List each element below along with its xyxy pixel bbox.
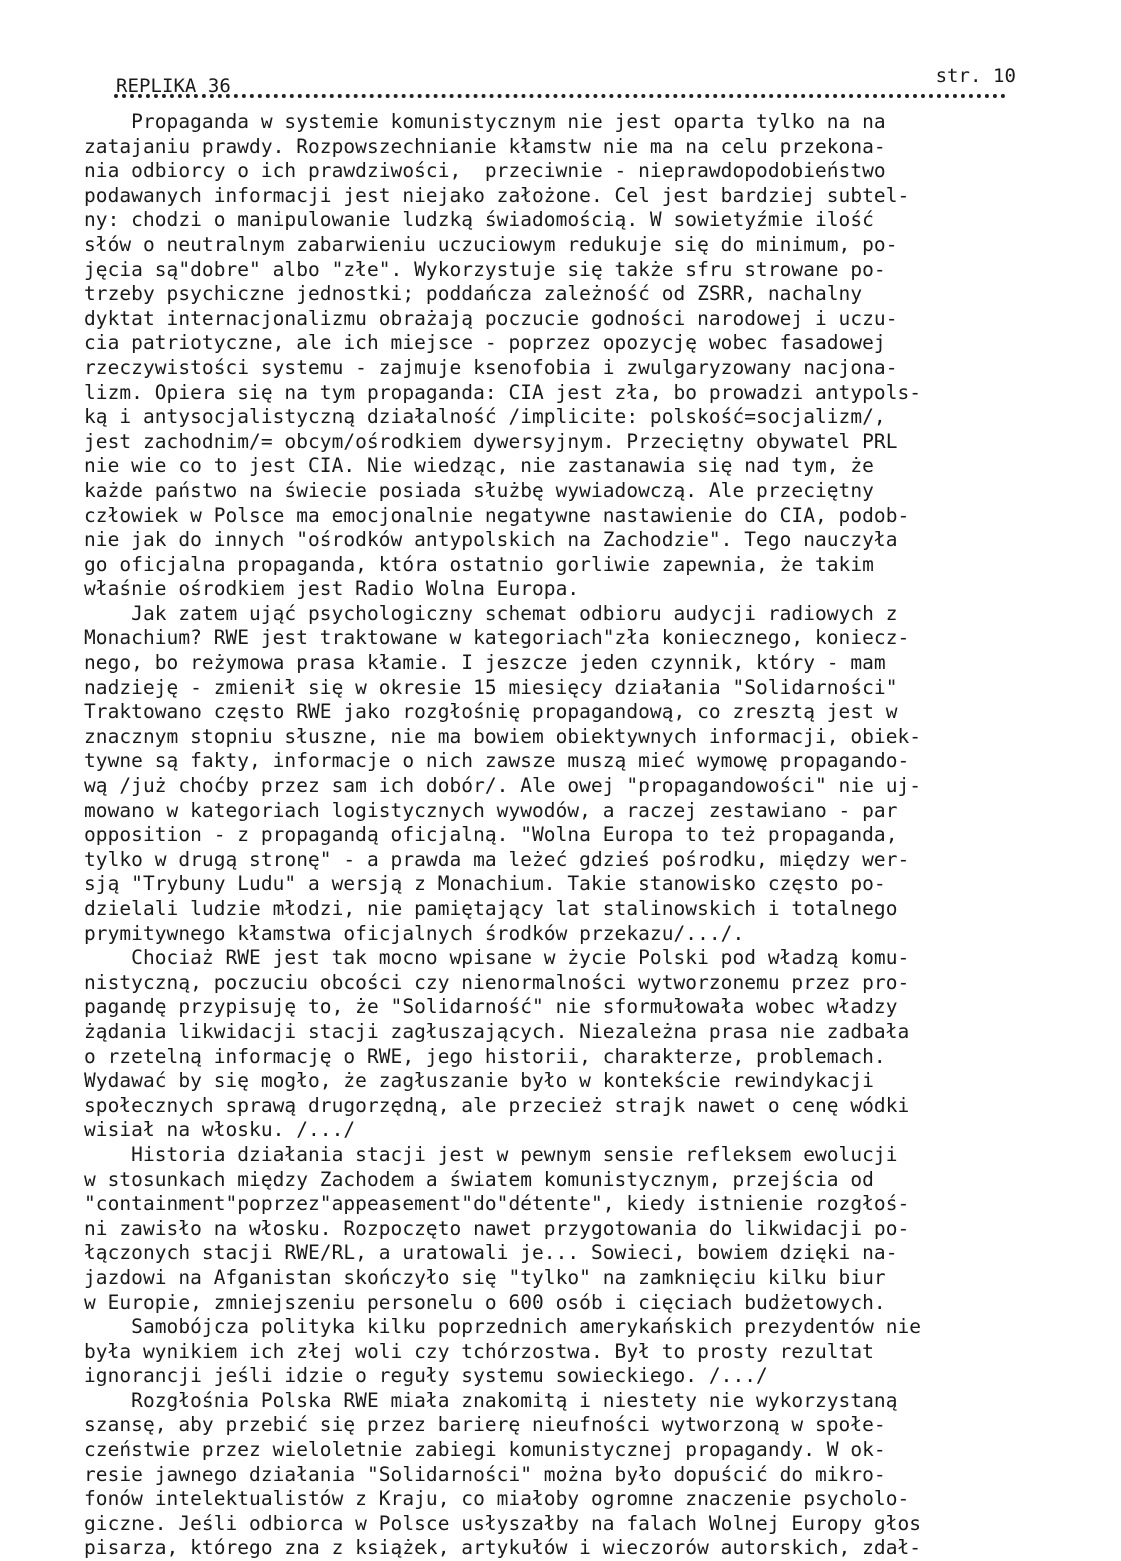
text-line: ką i antysocjalistyczną działalność /implicite: polskość=socjalizm/, bbox=[84, 405, 886, 429]
text-line: o rzetelną informację o RWE, jego historii, charakterze, problemach. bbox=[84, 1044, 886, 1068]
text-line: Monachium? RWE jest traktowane w kategoriach"zła koniecznego, koniecz- bbox=[84, 626, 910, 650]
text-line: nia odbiorcy o ich prawdziwości, przeciwnie - nieprawdopodobieństwo bbox=[84, 159, 886, 183]
journal-title: REPLIKA 36 bbox=[116, 75, 231, 97]
text-line: pisarza, którego zna z książek, artykułów i wieczorów autorskich, zdał- bbox=[84, 1536, 922, 1560]
text-line: wisiał na włosku. /.../ bbox=[84, 1118, 356, 1142]
text-line: człowiek w Polsce ma emocjonalnie negatywne nastawienie do CIA, podob- bbox=[84, 503, 910, 527]
text-line: Traktowano często RWE jako rozgłośnię propagandową, co zresztą jest w bbox=[84, 700, 898, 724]
text-line: słów o neutralnym zabarwieniu uczuciowym redukuje się do minimum, po- bbox=[84, 232, 898, 256]
text-line: dzielali ludzie młodzi, nie pamiętający lat stalinowskich i totalnego bbox=[84, 897, 898, 920]
text-line: w stosunkach między Zachodem a światem komunistycznym, przejścia od bbox=[84, 1167, 874, 1191]
text-line: Jak zatem ująć psychologiczny schemat odbioru audycji radiowych z bbox=[84, 601, 898, 625]
text-line: resie jawnego działania "Solidarności" można było dopuścić do mikro- bbox=[84, 1462, 886, 1486]
text-line: ny: chodzi o manipulowanie ludzką świadomością. W sowietyźmie ilość bbox=[84, 208, 874, 232]
text-line: mowano w kategoriach logistycznych wywodów, a raczej zestawiano - par bbox=[84, 798, 898, 822]
text-line: cia patriotyczne, ale ich miejsce - poprzez opozycję wobec fasadowej bbox=[84, 331, 886, 355]
text-line: Chociaż RWE jest tak mocno wpisane w życie Polski pod władzą komu- bbox=[84, 946, 910, 970]
text-line: Historia działania stacji jest w pewnym sensie refleksem ewolucji bbox=[84, 1142, 898, 1166]
text-line: lizm. Opiera się na tym propaganda: CIA jest zła, bo prowadzi antypols- bbox=[84, 380, 922, 404]
text-line: była wynikiem ich złej woli czy tchórzostwa. Był to prosty rezultat bbox=[84, 1339, 874, 1363]
page-header bbox=[116, 65, 1016, 97]
text-line: znacznym stopniu słuszne, nie ma bowiem obiektywnych informacji, obiek- bbox=[84, 724, 922, 748]
text-line: sją "Trybuny Ludu" a wersją z Monachium. Takie stanowisko często po- bbox=[84, 872, 886, 896]
article-body bbox=[84, 110, 1054, 1561]
text-line: Rozgłośnia Polska RWE miała znakomitą i niestety nie wykorzystaną bbox=[84, 1388, 898, 1412]
text-line: tylko w drugą stronę" - a prawda ma leżeć gdzieś pośrodku, między wer- bbox=[84, 847, 910, 871]
text-line: go oficjalna propaganda, która ostatnio gorliwie zapewnia, że takim bbox=[84, 552, 874, 576]
text-line: jazdowi na Afganistan skończyło się "tylko" na zamknięciu kilku biur bbox=[84, 1265, 886, 1289]
text-line: rzeczywistości systemu - zajmuje ksenofobia i zwulgaryzowany nacjona- bbox=[84, 355, 898, 379]
text-line: właśnie ośrodkiem jest Radio Wolna Europa. bbox=[84, 577, 580, 601]
text-line: jest zachodnim/= obcym/ośrodkiem dywersyjnym. Przeciętny obywatel PRL bbox=[84, 429, 898, 453]
text-line: giczne. Jeśli odbiorca w Polsce usłyszałby na falach Wolnej Europy głos bbox=[84, 1511, 922, 1535]
text-line: nie wie co to jest CIA. Nie wiedząc, nie zastanawia się nad tym, że bbox=[84, 454, 874, 478]
text-line: czeństwie przez wieloletnie zabiegi komunistycznej propagandy. W ok- bbox=[84, 1438, 886, 1462]
page-number: str. 10 bbox=[935, 65, 1016, 87]
text-line: społecznych sprawą drugorzędną, ale przecież strajk nawet o cenę wódki bbox=[84, 1093, 910, 1117]
text-line: Wydawać by się mogło, że zagłuszanie było w kontekście rewindykacji bbox=[84, 1069, 874, 1093]
text-line: nego, bo reżymowa prasa kłamie. I jeszcze jeden czynnik, który - mam bbox=[84, 651, 886, 675]
text-line: nie jak do innych "ośrodków antypolskich na Zachodzie". Tego nauczyła bbox=[84, 528, 898, 552]
text-line: zatajaniu prawdy. Rozpowszechnianie kłamstw nie ma na celu przekona- bbox=[84, 134, 886, 158]
text-line: tywne są fakty, informacje o nich zawsze muszą mieć wymowę propagando- bbox=[84, 749, 910, 773]
text-line: "containment"poprzez"appeasement"do"détente", kiedy istnienie rozgłoś- bbox=[84, 1192, 910, 1216]
text-line: ni zawisło na włosku. Rozpoczęto nawet przygotowania do likwidacji po- bbox=[84, 1216, 910, 1240]
text-line: pagandę przypisuję to, że "Solidarność" nie sformułowała wobec władzy bbox=[84, 995, 898, 1019]
text-line: dyktat internacjonalizmu obrażają poczucie godności narodowej i uczu- bbox=[84, 306, 898, 330]
text-line: w Europie, zmniejszeniu personelu o 600 osób i cięciach budżetowych. bbox=[84, 1290, 886, 1314]
dotted-rule bbox=[114, 94, 1006, 98]
text-line: szansę, aby przebić się przez barierę nieufności wytworzoną w społe- bbox=[84, 1413, 886, 1437]
text-line: łączonych stacji RWE/RL, a uratowali je... Sowieci, bowiem dzięki na- bbox=[84, 1241, 898, 1265]
text-line: prymitywnego kłamstwa oficjalnych środków przekazu/.../. bbox=[84, 921, 745, 945]
text-line: nistyczną, poczuciu obcości czy nienormalności wytworzonemu przez pro- bbox=[84, 970, 910, 994]
text-line: fonów intelektualistów z Kraju, co miałoby ogromne znaczenie psycholo- bbox=[84, 1487, 910, 1511]
text-line: Propaganda w systemie komunistycznym nie jest oparta tylko na na bbox=[84, 110, 886, 133]
text-line: trzeby psychiczne jednostki; poddańcza zależność od ZSRR, nachalny bbox=[84, 282, 863, 306]
text-line: opposition - z propagandą oficjalną. "Wolna Europa to też propaganda, bbox=[84, 823, 898, 847]
text-line: wą /już choćby przez sam ich dobór/. Ale owej "propagandowości" nie uj- bbox=[84, 774, 922, 798]
text-line: żądania likwidacji stacji zagłuszających. Niezależna prasa nie zadbała bbox=[84, 1019, 910, 1043]
text-line: jęcia są"dobre" albo "złe". Wykorzystuje się także sfru strowane po- bbox=[84, 257, 886, 281]
text-line: ignorancji jeśli idzie o reguły systemu sowieckiego. /.../ bbox=[84, 1364, 768, 1388]
text-line: Samobójcza polityka kilku poprzednich amerykańskich prezydentów nie bbox=[84, 1315, 922, 1339]
text-line: każde państwo na świecie posiada służbę wywiadowczą. Ale przeciętny bbox=[84, 478, 874, 502]
text-line: nadzieję - zmienił się w okresie 15 miesięcy działania "Solidarności" bbox=[84, 675, 898, 699]
text-line: podawanych informacji jest niejako założone. Cel jest bardziej subtel- bbox=[84, 183, 910, 207]
